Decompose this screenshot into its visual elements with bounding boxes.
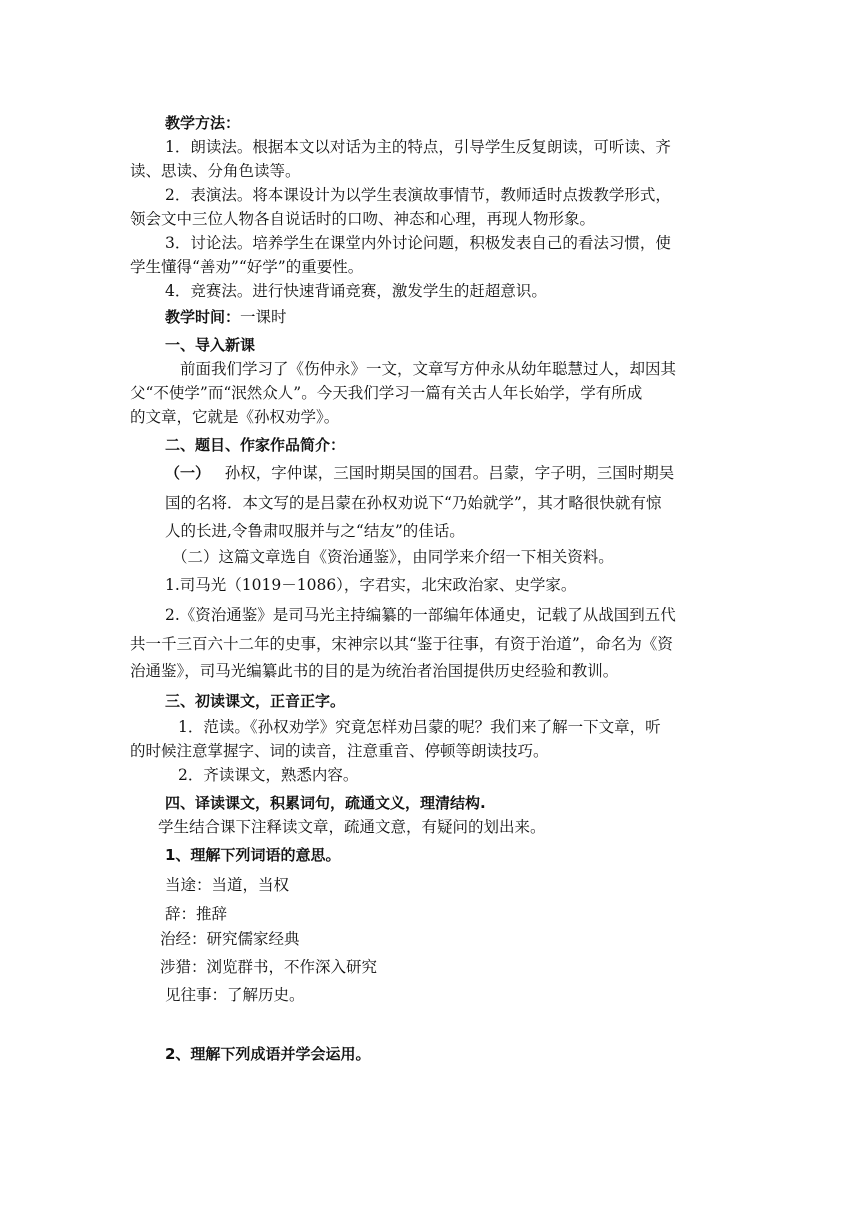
section-2-heading: 二、题目、作家作品简介： [165,436,346,454]
section-2-point-2-line-1: 2.《资治通鉴》是司马光主持编纂的一部编年体通史，记载了从战国到五代 [165,606,676,624]
section-3-item-2: 2．齐读课文，熟悉内容。 [178,766,359,784]
vocab-item: 治经：研究儒家经典 [160,930,300,948]
section-2-item-1-line-1 [165,462,674,484]
section-2-item-1-line-3: 人的长进,令鲁肃叹服并与之“结友”的佳话。 [165,522,465,540]
vocab-item: 辞：推辞 [165,905,228,923]
section-2-item-1-label: （一） [165,464,211,482]
section-3-item-1-line-1: 1．范读。《孙权劝学》究竟怎样劝吕蒙的呢？我们来了解一下文章，听 [178,718,661,736]
teaching-methods-heading: 教学方法： [165,114,241,132]
section-4-heading: 四、译读课文，积累词句，疏通文义，理清结构. [165,794,486,812]
teaching-time-value: 一课时 [240,308,287,326]
method-1-line-1: 1．朗读法。根据本文以对话为主的特点，引导学生反复朗读，可听读、齐 [165,138,671,156]
section-2-item-2: （二）这篇文章选自《资治通鉴》，由同学来介绍一下相关资料。 [172,548,614,566]
method-4: 4．竞赛法。进行快速背诵竞赛，激发学生的赶超意识。 [165,282,547,300]
section-4-body: 学生结合课下注释读文章，疏通文意，有疑问的划出来。 [158,818,546,836]
section-1-line-3: 的文章，它就是《孙权劝学》。 [130,408,340,426]
section-3-heading: 三、初读课文，正音正字。 [165,692,346,710]
section-1-line-2: 父“不使学”而“泯然众人”。今天我们学习一篇有关古人年长始学，学有所成 [130,384,643,402]
method-2-line-1: 2．表演法。将本课设计为以学生表演故事情节，教师适时点拨教学形式， [165,186,671,204]
section-1-line-1: 前面我们学习了《伤仲永》一文，文章写方仲永从幼年聪慧过人，却因其 [180,360,677,378]
teaching-time [165,306,287,328]
subsection-1-heading: 1、理解下列词语的意思。 [165,846,341,864]
vocab-item: 涉猎：浏览群书，不作深入研究 [160,958,378,976]
section-2-point-1: 1.司马光（1019－1086），字君实，北宋政治家、史学家。 [165,576,577,594]
section-3-item-1-line-2: 的时候注意掌握字、词的读音，注意重音、停顿等朗读技巧。 [130,742,549,760]
section-2-item-1-line-2: 国的名将．本文写的是吕蒙在孙权劝说下“乃始就学”，其才略很快就有惊 [165,494,662,512]
method-2-line-2: 领会文中三位人物各自说话时的口吻、神态和心理，再现人物形象。 [130,210,596,228]
subsection-2-heading: 2、理解下列成语并学会运用。 [165,1045,371,1063]
section-2-point-2-line-3: 治通鉴》，司马光编纂此书的目的是为统治者治国提供历史经验和教训。 [130,662,619,680]
section-2-item-1-text: 孙权，字仲谋，三国时期吴国的国君。吕蒙，字子明，三国时期吴 [224,464,675,482]
method-3-line-2: 学生懂得“善劝”“好学”的重要性。 [130,258,364,276]
vocab-item: 当途：当道，当权 [165,876,290,894]
teaching-time-label: 教学时间： [165,308,241,326]
vocab-item: 见往事：了解历史。 [165,986,305,1004]
section-2-point-2-line-2: 共一千三百六十二年的史事，宋神宗以其“鉴于往事，有资于治道”，命名为《资 [130,635,673,653]
method-1-line-2: 读、思读、分角色读等。 [130,162,301,180]
section-1-heading: 一、导入新课 [165,336,256,354]
method-3-line-1: 3．讨论法。培养学生在课堂内外讨论问题，积极发表自己的看法习惯，使 [165,234,671,252]
